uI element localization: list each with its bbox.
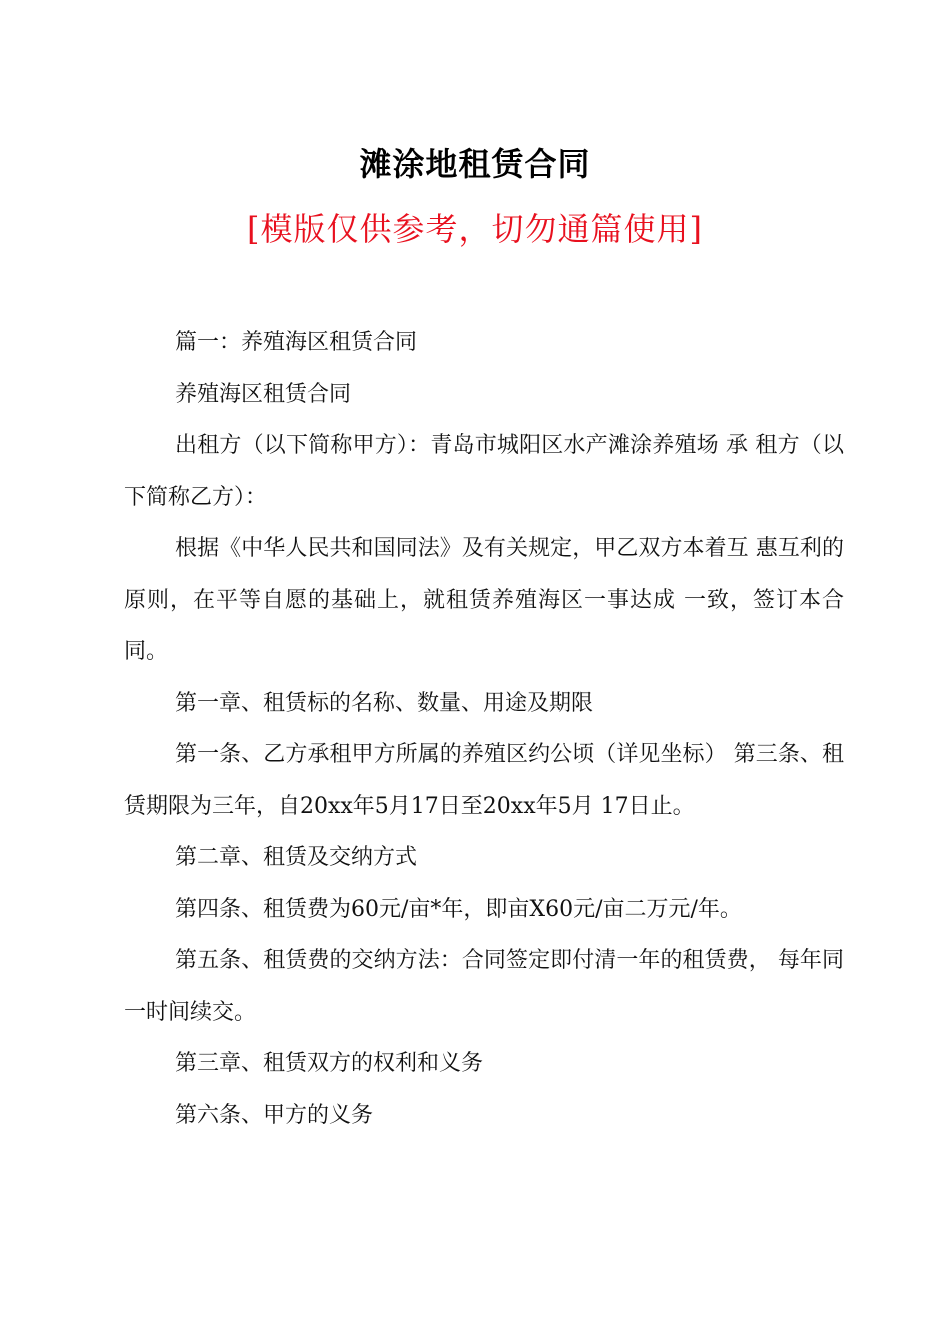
- paragraph: 第六条、甲方的义务: [175, 1102, 374, 1128]
- paragraph: 第三章、租赁双方的权利和义务: [175, 1051, 484, 1076]
- paragraph: 第一条、乙方承租甲方所属的养殖区约公顷（详见坐标） 第三条、租赁期限为三年，自20xx年5月17日至20xx年5月 17日止。: [124, 742, 844, 819]
- document-title: 滩涂地租赁合同: [359, 145, 591, 183]
- template-notice: [模版仅供参考，切勿通篇使用]: [247, 210, 703, 248]
- paragraph: 第四条、租赁费为60元/亩*年，即亩X60元/亩二万元/年。: [175, 896, 742, 922]
- paragraph: 根据《中华人民共和国同法》及有关规定，甲乙双方本着互 惠互利的原则，在平等自愿的基础上，就租赁养殖海区一事达成 一致，签订本合同。: [124, 536, 844, 664]
- paragraph: 出租方（以下简称甲方）：青岛市城阳区水产滩涂养殖场 承 租方（以下简称乙方）：: [124, 433, 844, 510]
- paragraph: 第二章、租赁及交纳方式: [175, 845, 418, 870]
- paragraph: 篇一：养殖海区租赁合同: [175, 330, 418, 355]
- paragraph: 第五条、租赁费的交纳方法：合同签定即付清一年的租赁费， 每年同一时间续交。: [124, 948, 844, 1025]
- paragraph: 第一章、租赁标的名称、数量、用途及期限: [175, 690, 594, 716]
- document-body: [124, 317, 844, 1141]
- paragraph: 养殖海区租赁合同: [175, 381, 352, 407]
